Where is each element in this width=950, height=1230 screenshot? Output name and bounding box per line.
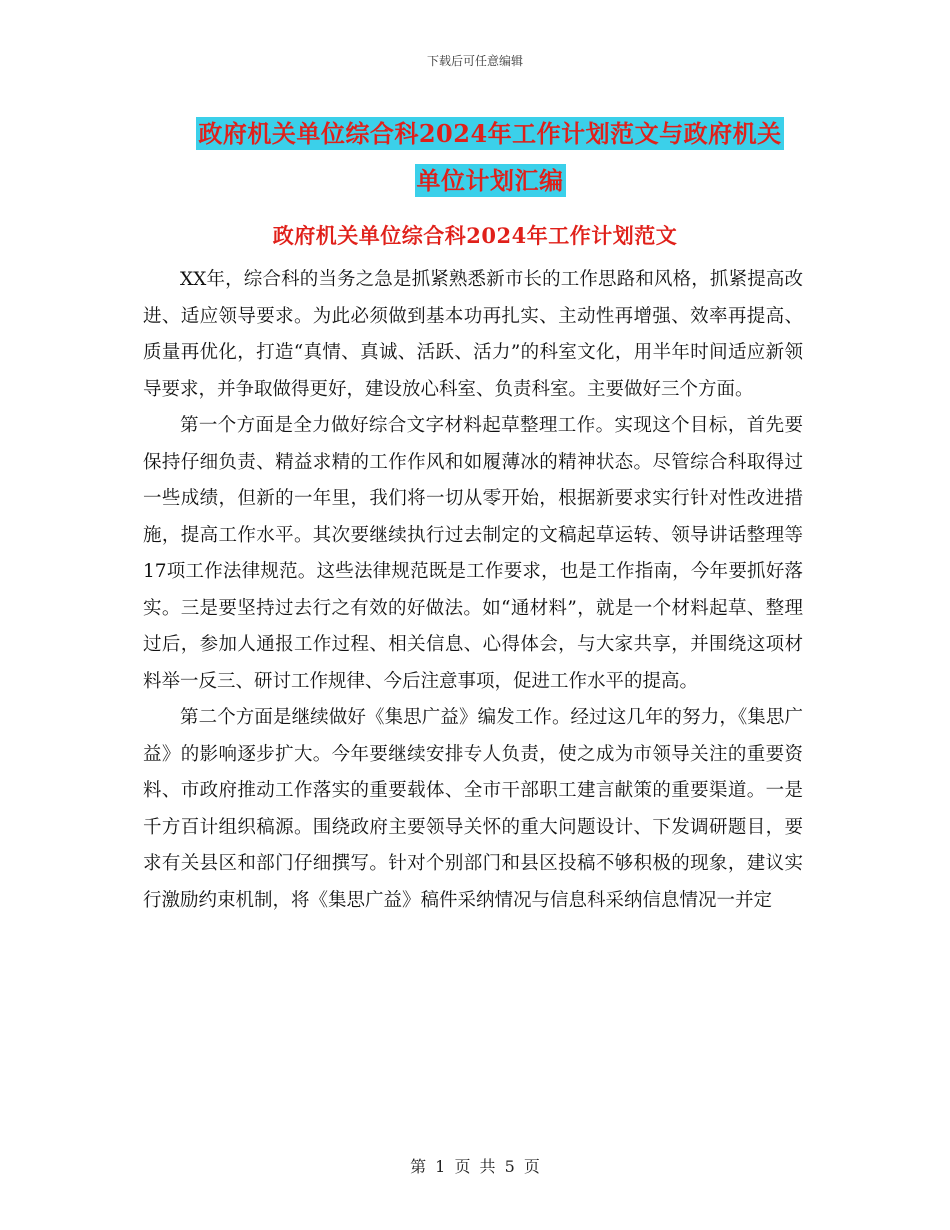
paragraph-3: 第二个方面是继续做好《集思广益》编发工作。经过这几年的努力，《集思广益》的影响逐步扩大。今年要继续安排专人负责，使之成为市领导关注的重要资料、市政府推动工作落实的重要载体、全市干部职工建言献策的重要渠道。一是千方百计组织稿源。围绕政府主要领导关怀的重大问题设计、下发调研题目，要求有关县区和部门仔细撰写。针对个别部门和县区投稿不够积极的现象，建议实行激励约束机制，将《集思广益》稿件采纳情况与信息科采纳信息情况一并定 [143, 707, 803, 911]
paragraph-1: XX年，综合科的当务之急是抓紧熟悉新市长的工作思路和风格，抓紧提高改进、适应领导要求。为此必须做到基本功再扎实、主动性再增强、效率再提高、质量再优化，打造“真情、真诚、活跃、活力”的科室文化，用半年时间适应新领导要求，并争取做得更好，建设放心科室、负责科室。主要做好三个方面。 [143, 269, 803, 400]
document-title-line-2: 单位计划汇编 [416, 166, 564, 195]
document-body [143, 262, 803, 919]
document-title [140, 110, 840, 204]
page-footer: 第 1 页 共 5 页 [410, 1157, 540, 1176]
document-title-line-1: 政府机关单位综合科2024年工作计划范文与政府机关 [198, 119, 782, 148]
page-header-note: 下载后可任意编辑 [426, 54, 523, 68]
paragraph-2: 第一个方面是全力做好综合文字材料起草整理工作。实现这个目标，首先要保持仔细负责、精益求精的工作作风和如履薄冰的精神状态。尽管综合科取得过一些成绩，但新的一年里，我们将一切从零开始，根据新要求实行针对性改进措施，提高工作水平。其次要继续执行过去制定的文稿起草运转、领导讲话整理等17项工作法律规范。这些法律规范既是工作要求，也是工作指南，今年要抓好落实。三是要坚持过去行之有效的好做法。如“通材料”，就是一个材料起草、整理过后，参加人通报工作过程、相关信息、心得体会，与大家共享，并围绕这项材料举一反三、研讨工作规律、今后注意事项，促进工作水平的提高。 [143, 415, 803, 692]
section-title: 政府机关单位综合科2024年工作计划范文 [272, 223, 678, 248]
